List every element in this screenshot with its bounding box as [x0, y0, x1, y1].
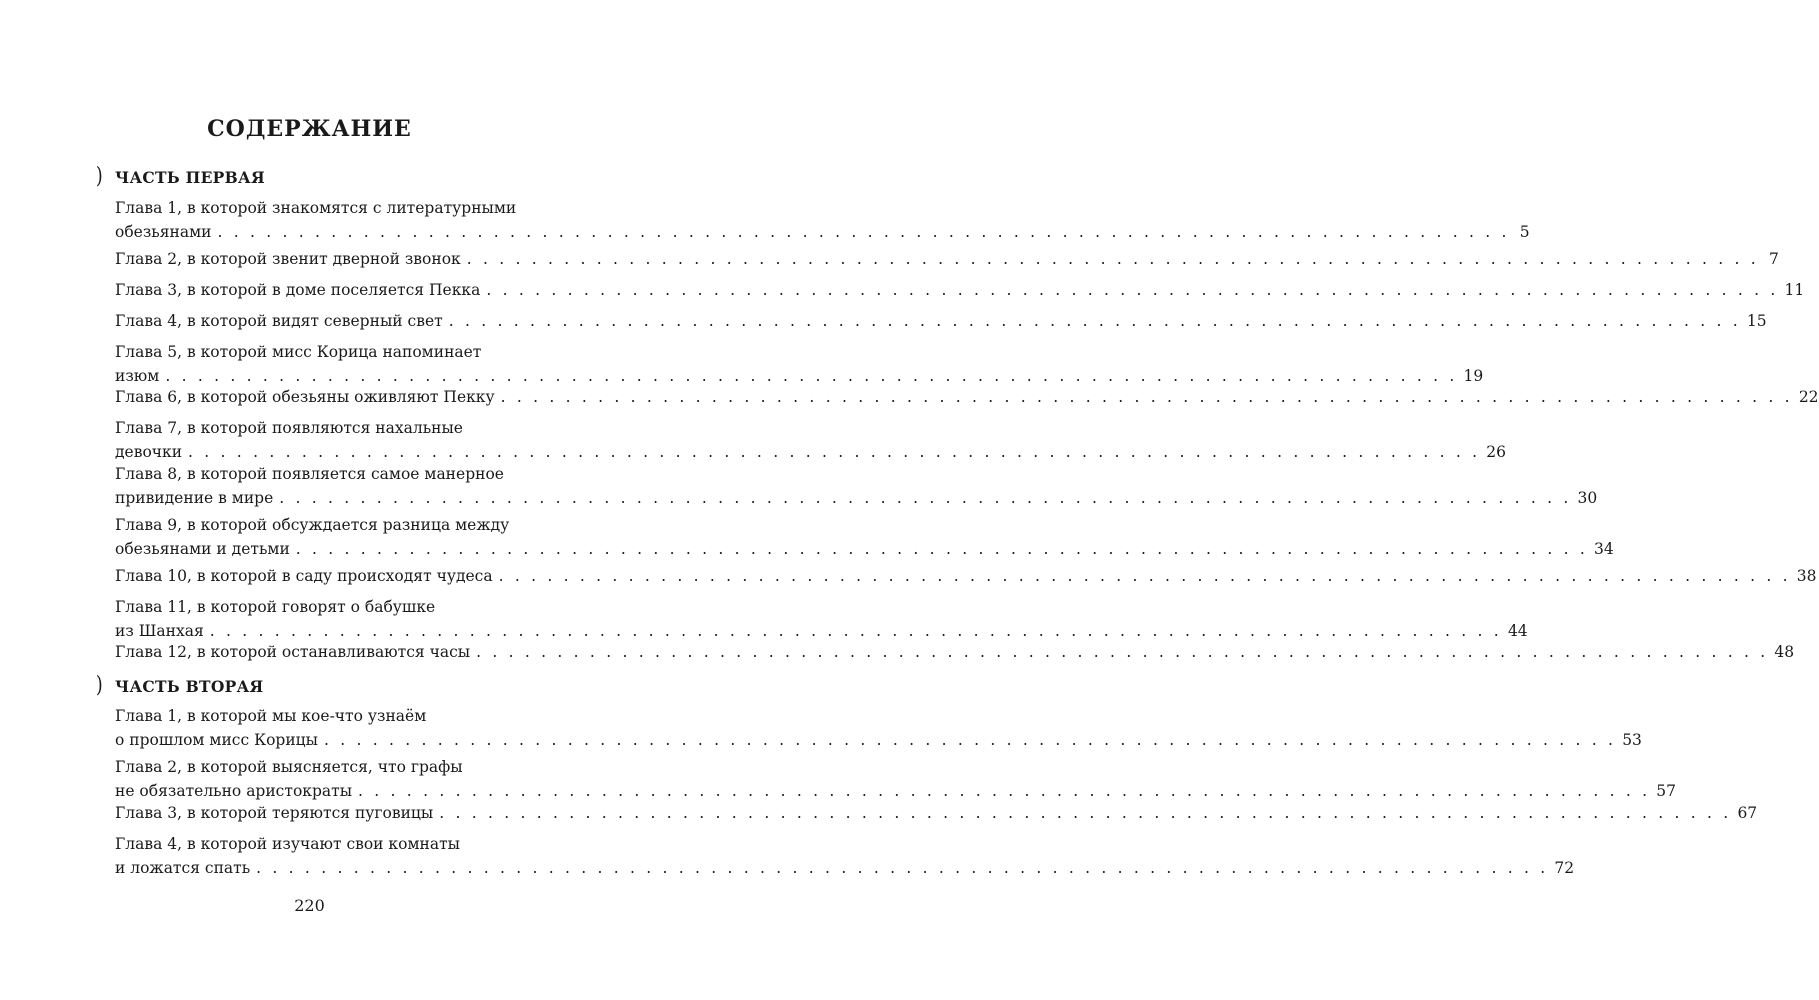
part-ornament: ) — [95, 673, 104, 698]
dot-leader: . . . . . . . . . . . . . . . . . . . . . . . . . . . . . . . . . . . . . . . . . . . . . . . . . . . . . . . . . . . . . . . . . . . . . . . . . . . . . . . . — [448, 312, 1741, 330]
toc-entry[interactable] — [115, 416, 1506, 464]
chapter-title-line2: изюм — [115, 367, 160, 385]
toc-entry[interactable] — [115, 340, 1484, 388]
dot-leader: . . . . . . . . . . . . . . . . . . . . . . . . . . . . . . . . . . . . . . . . . . . . . . . . . . . . . . . . . . . . . . . . . . . . . . . . . . . . . . . . — [486, 281, 1779, 299]
chapter-page-number: 67 — [1737, 804, 1758, 822]
dot-leader: . . . . . . . . . . . . . . . . . . . . . . . . . . . . . . . . . . . . . . . . . . . . . . . . . . . . . . . . . . . . . . . . . . . . . . . . . . . . . . . . — [498, 567, 1791, 585]
chapter-page-number: 15 — [1746, 312, 1767, 330]
toc-entry[interactable] — [115, 595, 1528, 643]
toc-entry[interactable] — [115, 196, 1530, 244]
toc-entry[interactable] — [115, 513, 1614, 561]
chapter-title-line2: Глава 6, в которой обезьяны оживляют Пекку — [115, 388, 495, 406]
chapter-page-number: 48 — [1774, 643, 1795, 661]
chapter-title-line2: обезьянами — [115, 223, 212, 241]
part-ornament: ) — [95, 164, 104, 189]
toc-entry[interactable] — [115, 278, 1805, 302]
chapter-page-number: 34 — [1593, 540, 1614, 558]
chapter-title-line1: Глава 5, в которой мисс Корица напоминает — [115, 343, 482, 361]
dot-leader: . . . . . . . . . . . . . . . . . . . . . . . . . . . . . . . . . . . . . . . . . . . . . . . . . . . . . . . . . . . . . . . . . . . . . . . . . . . . . . . . — [295, 540, 1588, 558]
chapter-page-number: 57 — [1656, 782, 1676, 800]
chapter-page-number: 22 — [1798, 388, 1819, 406]
chapter-page-number: 53 — [1622, 731, 1642, 749]
chapter-title-line1: Глава 1, в которой знакомятся с литературными — [115, 199, 517, 217]
dot-leader: . . . . . . . . . . . . . . . . . . . . . . . . . . . . . . . . . . . . . . . . . . . . . . . . . . . . . . . . . . . . . . . . . . . . . . . . . . . . . . . . — [439, 804, 1732, 822]
part-heading — [95, 164, 535, 192]
dot-leader: . . . . . . . . . . . . . . . . . . . . . . . . . . . . . . . . . . . . . . . . . . . . . . . . . . . . . . . . . . . . . . . . . . . . . . . . . . . . . . . . — [466, 250, 1759, 268]
chapter-title-line1: Глава 8, в которой появляется самое манерное — [115, 465, 504, 483]
toc-entry[interactable] — [115, 832, 1575, 880]
part-label: ЧАСТЬ ВТОРАЯ — [115, 677, 264, 696]
toc-entry[interactable] — [115, 462, 1598, 510]
chapter-title-line2: Глава 4, в которой видят северный свет — [115, 312, 443, 330]
chapter-title-line2: и ложатся спать — [115, 859, 251, 877]
dot-leader: . . . . . . . . . . . . . . . . . . . . . . . . . . . . . . . . . . . . . . . . . . . . . . . . . . . . . . . . . . . . . . . . . . . . . . . . . . . . . . . . — [209, 622, 1502, 640]
dot-leader: . . . . . . . . . . . . . . . . . . . . . . . . . . . . . . . . . . . . . . . . . . . . . . . . . . . . . . . . . . . . . . . . . . . . . . . . . . . . . . . . — [279, 489, 1572, 507]
dot-leader: . . . . . . . . . . . . . . . . . . . . . . . . . . . . . . . . . . . . . . . . . . . . . . . . . . . . . . . . . . . . . . . . . . . . . . . . . . . . . . . . — [500, 388, 1793, 406]
toc-entry[interactable] — [115, 801, 1758, 825]
chapter-title-line1: Глава 2, в которой выясняется, что графы — [115, 758, 463, 776]
chapter-page-number: 72 — [1554, 859, 1575, 877]
chapter-page-number: 26 — [1486, 443, 1506, 461]
chapter-title-line2: Глава 3, в которой теряются пуговицы — [115, 804, 434, 822]
toc-title: СОДЕРЖАНИЕ — [207, 116, 412, 142]
dot-leader: . . . . . . . . . . . . . . . . . . . . . . . . . . . . . . . . . . . . . . . . . . . . . . . . . . . . . . . . . . . . . . . . . . . . . . . . . . . . . . . . — [358, 782, 1651, 800]
toc-entry[interactable] — [115, 385, 1819, 409]
chapter-page-number: 7 — [1769, 250, 1779, 268]
dot-leader: . . . . . . . . . . . . . . . . . . . . . . . . . . . . . . . . . . . . . . . . . . . . . . . . . . . . . . . . . . . . . . . . . . . . . . . . . . . . . . . . — [256, 859, 1549, 877]
chapter-title-line2: из Шанхая — [115, 622, 204, 640]
chapter-page-number: 5 — [1519, 223, 1530, 241]
toc-entry[interactable] — [115, 704, 1642, 752]
chapter-title-line2: привидение в мире — [115, 489, 274, 507]
chapter-title-line1: Глава 11, в которой говорят о бабушке — [115, 598, 436, 616]
chapter-title-line2: Глава 10, в которой в саду происходят чудеса — [115, 567, 493, 585]
chapter-title-line1: Глава 1, в которой мы кое-что узнаём — [115, 707, 427, 725]
toc-entry[interactable] — [115, 640, 1795, 664]
chapter-title-line2: Глава 2, в которой звенит дверной звонок — [115, 250, 461, 268]
chapter-title-line1: Глава 7, в которой появляются нахальные — [115, 419, 463, 437]
dot-leader: . . . . . . . . . . . . . . . . . . . . . . . . . . . . . . . . . . . . . . . . . . . . . . . . . . . . . . . . . . . . . . . . . . . . . . . . . . . . . . . . — [165, 367, 1458, 385]
chapter-title-line2: обезьянами и детьми — [115, 540, 290, 558]
dot-leader: . . . . . . . . . . . . . . . . . . . . . . . . . . . . . . . . . . . . . . . . . . . . . . . . . . . . . . . . . . . . . . . . . . . . . . . . . . . . . . . . — [323, 731, 1617, 749]
chapter-page-number: 30 — [1577, 489, 1598, 507]
chapter-title-line2: Глава 3, в которой в доме поселяется Пекка — [115, 281, 481, 299]
chapter-title-line1: Глава 4, в которой изучают свои комнаты — [115, 835, 460, 853]
toc-entry[interactable] — [115, 755, 1676, 803]
dot-leader: . . . . . . . . . . . . . . . . . . . . . . . . . . . . . . . . . . . . . . . . . . . . . . . . . . . . . . . . . . . . . . . . . . . . . . . . . . . . . . . . — [217, 223, 1510, 241]
part-heading — [95, 673, 535, 701]
chapter-title-line2: Глава 12, в которой останавливаются часы — [115, 643, 471, 661]
chapter-title-line1: Глава 9, в которой обсуждается разница между — [115, 516, 510, 534]
chapter-title-line2: о прошлом мисс Корицы — [115, 731, 318, 749]
toc-entry[interactable] — [115, 247, 1779, 271]
chapter-title-line2: девочки — [115, 443, 183, 461]
chapter-title-line2: не обязательно аристократы — [115, 782, 353, 800]
dot-leader: . . . . . . . . . . . . . . . . . . . . . . . . . . . . . . . . . . . . . . . . . . . . . . . . . . . . . . . . . . . . . . . . . . . . . . . . . . . . . . . . — [476, 643, 1769, 661]
page-number: 220 — [294, 896, 325, 915]
toc-entry[interactable] — [115, 564, 1817, 588]
chapter-page-number: 38 — [1796, 567, 1817, 585]
part-label: ЧАСТЬ ПЕРВАЯ — [115, 168, 265, 187]
chapter-page-number: 44 — [1507, 622, 1528, 640]
dot-leader: . . . . . . . . . . . . . . . . . . . . . . . . . . . . . . . . . . . . . . . . . . . . . . . . . . . . . . . . . . . . . . . . . . . . . . . . . . . . . . . . — [188, 443, 1481, 461]
chapter-page-number: 19 — [1463, 367, 1484, 385]
chapter-page-number: 11 — [1784, 281, 1805, 299]
toc-entry[interactable] — [115, 309, 1767, 333]
